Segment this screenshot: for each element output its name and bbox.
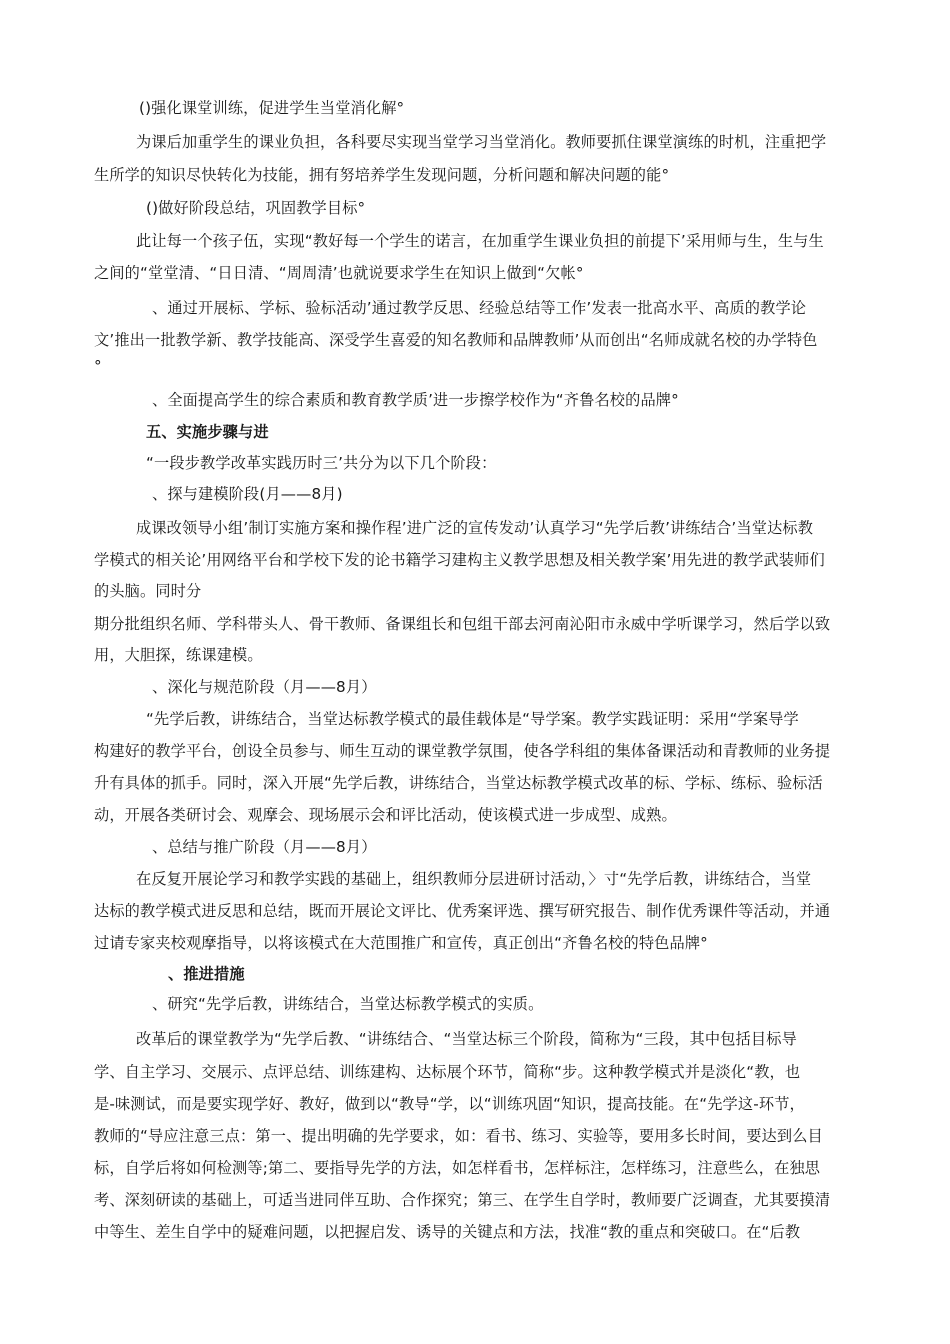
paragraph-line: “一段步教学改革实践历时三’共分为以下几个阶段： <box>146 454 497 472</box>
paragraph-line: 中等生、差生自学中的疑难问题，以把握启发、诱导的关键点和方法，找准“教的重点和突破口。在“后教 <box>94 1223 801 1241</box>
section-heading-implementation: 五、实施步骤与进 <box>146 423 269 441</box>
heading-strengthen-practice: ()强化课堂训练，促进学生当堂消化解° <box>139 99 405 117</box>
paragraph-line: 达标的教学模式进反思和总结，既而开展论文评比、优秀案评选、撰写研究报告、制作优秀课件等活动，并通 <box>94 902 831 920</box>
paragraph-line: 期分批组织名师、学科带头人、骨干教师、备课组长和包组干部去河南沁阳市永威中学听课学习，然后学以致 <box>94 615 831 633</box>
stage-heading-deepen: 、深化与规范阶段（月——8月） <box>152 678 377 696</box>
paragraph-line: 标，自学后将如何检测等;第二、要指导先学的方法，如怎样看书，怎样标注，怎样练习，注意些么，在独思 <box>94 1159 821 1177</box>
paragraph-line: 成课改领导小组’制订实施方案和操作程’进广泛的宣传发动’认真学习“先学后教’讲练结合’当堂达标教 <box>136 519 814 537</box>
paragraph-line: 构建好的教学平台，创设全员参与、师生互动的课堂教学氛围，使各学科组的集体备课活动和青教师的业务提 <box>94 742 831 760</box>
paragraph-line: 用，大胆探，练课建模。 <box>94 646 263 664</box>
stage-heading-explore: 、探与建模阶段(月——8月) <box>152 485 343 503</box>
paragraph-line: 学模式的相关论’用网络平台和学校下发的论书籍学习建构主义教学思想及相关教学案’用先进的教学武装师们 <box>94 551 825 569</box>
paragraph-line: 改革后的课堂教学为“先学后教、“讲练结合、“当堂达标三个阶段，简称为“三段，其中包括目标导 <box>136 1030 797 1048</box>
paragraph-line: 在反复开展论学习和教学实践的基础上，组织教师分层进研讨活动，〉寸“先学后教，讲练结合，当堂 <box>136 870 812 888</box>
paragraph-line: 动，开展各类研讨会、观摩会、现场展示会和评比活动，使该模式进一步成型、成熟。 <box>94 806 677 824</box>
heading-stage-summary: ()做好阶段总结，巩固教学目标° <box>146 199 366 217</box>
stage-heading-summary: 、总结与推广阶段（月——8月） <box>152 838 377 856</box>
paragraph-line: 为课后加重学生的课业负担，各科要尽实现当堂学习当堂消化。教师要抓住课堂演练的时机，注重把学 <box>136 133 827 151</box>
paragraph-line: 升有具体的抓手。同时，深入开展“先学后教，讲练结合，当堂达标教学模式改革的标、学标、练标、验标活 <box>94 774 823 792</box>
paragraph-line: ° <box>94 357 102 375</box>
paragraph-line: 之间的“堂堂清、“日日清、“周周清’也就说要求学生在知识上做到“欠帐° <box>94 264 584 282</box>
paragraph-line: 文’推出一批教学新、教学技能高、深受学生喜爱的知名教师和品牌教师’从而创出“名师成就名校的办学特色 <box>94 331 818 349</box>
paragraph-line: 是-味测试，而是要实现学好、教好，做到以“教导“学，以“训练巩固“知识，提高技能。在“先学这-环节， <box>94 1095 805 1113</box>
paragraph-line: 的头脑。同时分 <box>94 582 202 600</box>
paragraph-line: 考、深刻研读的基础上，可适当进同伴互助、合作探究；第三、在学生自学时，教师要广泛调查，尤其要摸清 <box>94 1191 831 1209</box>
paragraph-line: “先学后教，讲练结合，当堂达标教学模式的最佳载体是“导学案。教学实践证明：采用“学案导学 <box>146 710 799 728</box>
paragraph-line: 、全面提高学生的综合素质和教育教学质’进一步擦学校作为“齐鲁名校的品牌° <box>152 391 679 409</box>
paragraph-line: 、研究“先学后教，讲练结合，当堂达标教学模式的实质。 <box>152 995 544 1013</box>
paragraph-line: 过请专家夹校观摩指导，以将该模式在大范围推广和宣传，真正创出“齐鲁名校的特色品牌° <box>94 934 708 952</box>
paragraph-line: 生所学的知识尽快转化为技能，拥有努培养学生发现问题，分析问题和解决问题的能° <box>94 166 670 184</box>
section-heading-measures: 、推进措施 <box>168 965 245 983</box>
paragraph-line: 教师的“导应注意三点：第一、提出明确的先学要求，如：看书、练习、实验等，要用多长时间，要达到么目 <box>94 1127 823 1145</box>
paragraph-line: 、通过开展标、学标、验标活动’通过教学反思、经验总结等工作’发表一批高水平、高质的教学论 <box>152 299 807 317</box>
paragraph-line: 此让每一个孩子伍，实现“教好每一个学生的诺言，在加重学生课业负担的前提下’采用师与生，生与生 <box>136 232 824 250</box>
paragraph-line: 学、自主学习、交展示、点评总结、训练建构、达标展个环节，简称“步。这种教学模式并是淡化“教，也 <box>94 1063 801 1081</box>
